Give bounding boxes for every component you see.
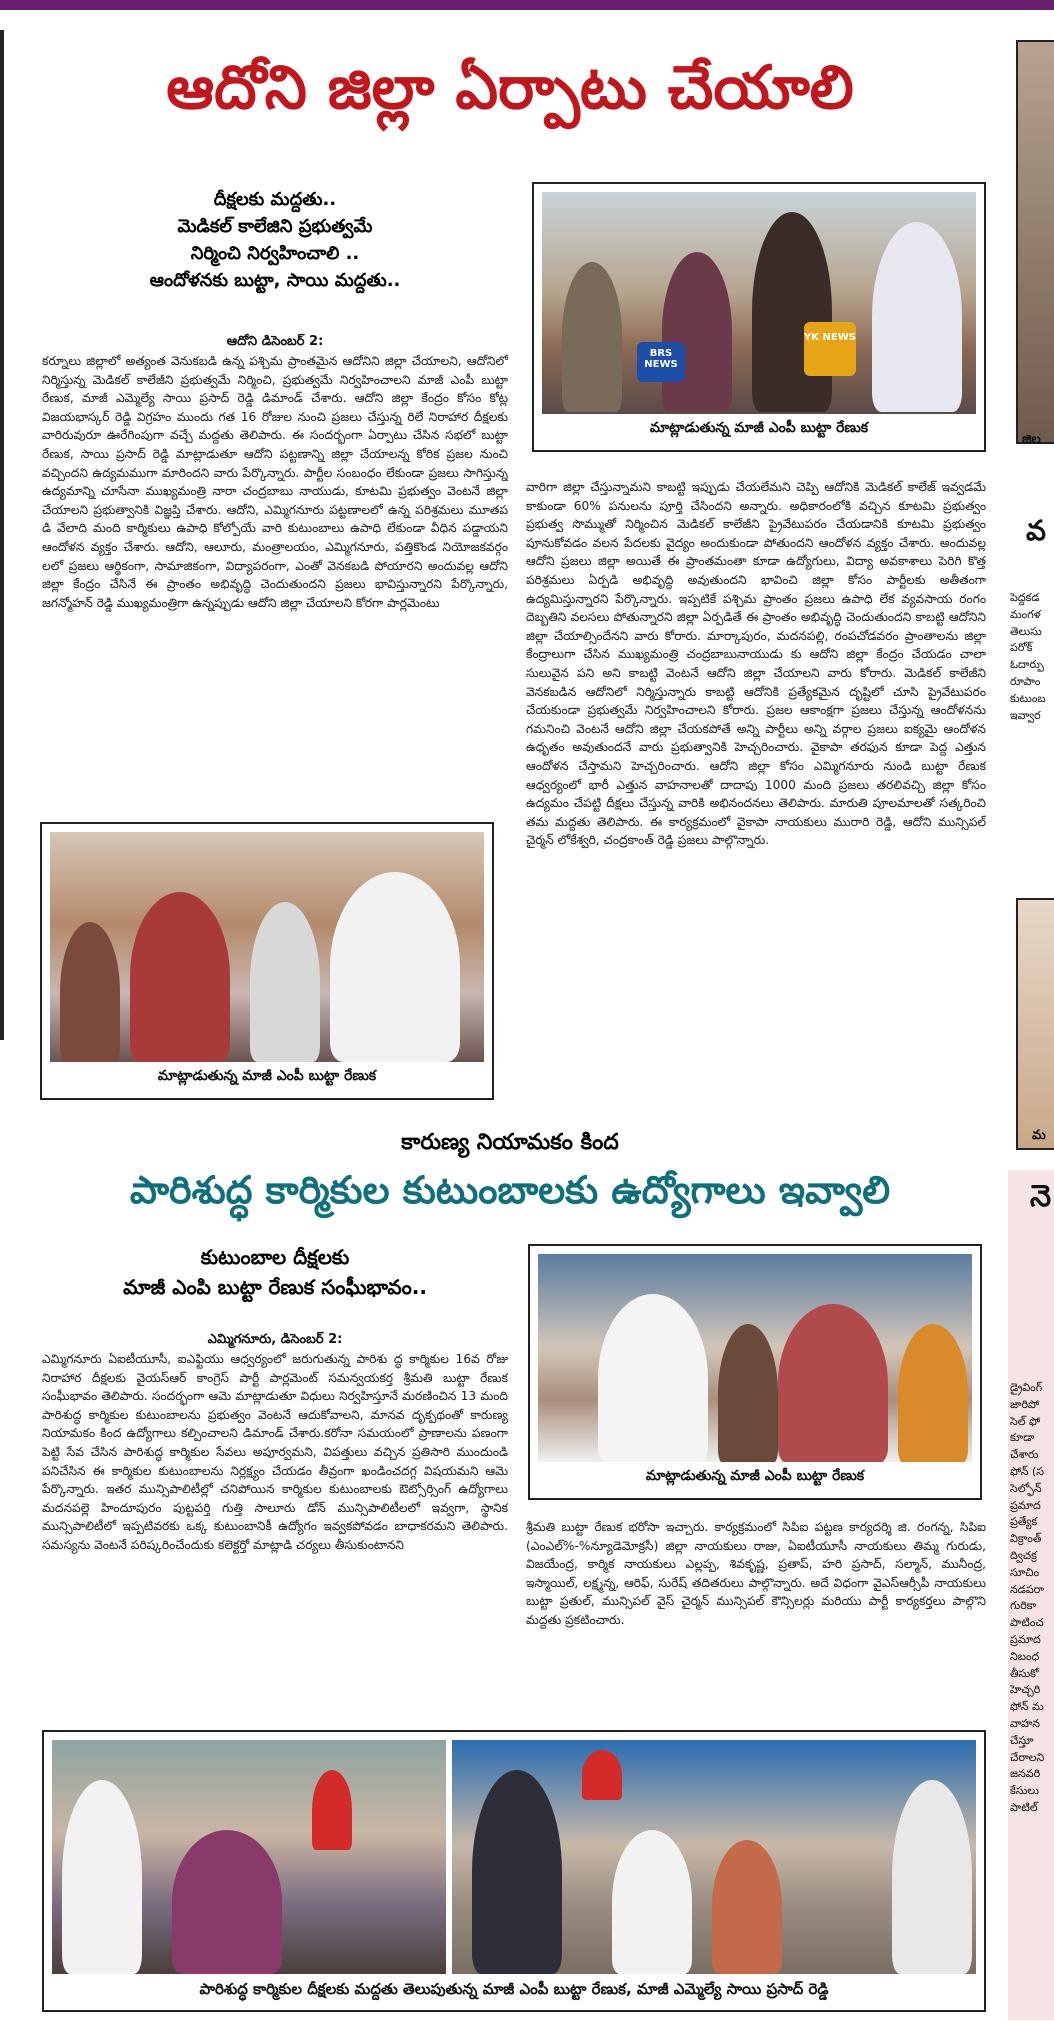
right-column-photo-2 [1016,898,1054,1150]
sanitation-workers-photo [538,1254,972,1462]
left-column-rule [0,30,4,1040]
article1-dateline: ఆదోని డిసెంబర్ 2: [226,334,324,349]
right-column-text-2: డ్రైవింగ్ జారిపో సెల్ ఫో కూడా చేశారు ఫోన్ (స సెల్ఫోన్ ప్రమాద ప్రత్యేక విక్రాంత్ ద్విచక్ర సూచిం నడపరా గురికా పాటించ ప్రమాద నిబంధ తీసుకో హెచ్చరి ఫోన్ మ వాహన చేస్తూ చేరాలని జనవరి కేసులు పాటిల్ [1010,1381,1045,1814]
article1-right-body: వారిగా జిల్లా చేస్తున్నామని కాబట్టి ఇప్పుడు చేయలేమని చెప్పి ఆదోనికి మెడికల్ కాలేజ్ ఇవ్వడమే కాకుండా 60% పనులను పూర్తి చేసిందని అన్నారు. అధికారంలోకి వచ్చిన కూటమి ప్రభుత్వం ప్రభుత్వ సొమ్ముతో నిర్మించిన మెడికల్ కాలేజీని ప్రైవేటుపరం చేయడానికి కూటమి ప్రభుత్వం పూనుకోవడం వలన పేదలకు వైద్యం అందుకుండా పోతుందని ఆందోళన వ్యక్తం చేశారు. అందువల్ల ఆదోని ప్రజలు జిల్లా అయితే ఈ ప్రాంతమంతా కూడా ఉద్యోగులు, విద్యా అవకాశాలు పెరిగి కొత్త పరిశ్రమలు ఏర్పడి అభివృద్ధి అవుతుందని భావించి జిల్లా కోసం పార్టీలకు అతీతంగా ఉద్యమిస్తున్నారని పేర్కొన్నారు. ఇప్పటికే పశ్చిమ ప్రాంతం ప్రజలు ఉపాధి లేక వ్యవసాయ రంగం దెబ్బతిని వలసలు పోతున్నారని జిల్లా ఏర్పడితే ఈ ప్రాంతం అభివృద్ధి చెందుతుందని కాబట్టి ఆదోనిని జిల్లా చేయాల్సిందేనని వారు కోరారు. మార్కాపురం, మదనపల్లి, రంపచోడవరం ప్రాంతాలను జిల్లా కేంద్రాలుగా చేసిన ముఖ్యమంత్రి చంద్రబాబునాయుడు కు ఆదోని జిల్లా కేంద్రం చేయడం చాలా సులువైన పని అని కాబట్టి వెంటనే ఆదోని జిల్లా చేయాలని వారు కోరారు. మెడికల్ కాలేజీని వెనకబడిన ఆదోనిలో నిర్మిస్తున్నారు కాబట్టి ఆదోనికి ప్రత్యేకమైన దృష్టిలో చూసి ప్రైవేటుపరం చేయకుండా ప్రభుత్వమే నిర్వహించాలని కోరారు. ప్రజల ఆకాంక్షగా ప్రజలు చేస్తున్న ఆందోళనను గమనించి వెంటనే ఆదోని జిల్లా చేయకపోతే అన్ని పార్టీలు అన్ని వర్గాల ప్రజలు ఐక్యమై ఆందోళన ఉధృతం అవుతుందనే వారు ప్రభుత్వానికి హెచ్చరించారు. వైకాపా తరఫున కూడా పెద్ద ఎత్తున ఆందోళన చేస్తామని హెచ్చరించారు. ఆదోని జిల్లా కోసం ఎమ్మిగనూరు నుండి బుట్టా రేణుక ఆధ్వర్యంలో భారీ ఎత్తున వాహనాలతో దాదాపు 1000 మంది ప్రజలు తరలివచ్చి జిల్లా కోసం ఉద్యమం చేపట్టి దీక్షలు చేస్తున్న వారికి అభినందనలు తెలిపారు. మారుతి పూలమాలతో సత్కరించి తమ మద్దతు తెలిపారు. ఈ కార్యక్రమంలో వైకాపా నాయకులు మురారి రెడ్డి, ఆదోని మున్సిపల్ చైర్మన్ లోకేశ్వరి, చంద్రకాంత్ రెడ్డి ప్రజలు పాల్గొన్నారు. [526,480,986,848]
top-color-bar [0,0,1054,10]
right-column-caption-2: మ [1032,1128,1046,1143]
article2-dateline: ఎమ్మిగనూరు, డిసెంబర్ 2: [207,1332,343,1347]
bottom-photo-caption: పారిశుద్ధ కార్మికుల దీక్షలకు మద్దతు తెలుపుతున్న మాజీ ఎంపీ బుట్టా రేణుక, మాజీ ఎమ్మెల్యే సాయి ప్రసాద్ రెడ్డి [199,1980,829,1998]
article2-right-body: శ్రీమతి బుట్టా రేణుక భరోసా ఇచ్చారు. కార్యక్రమంలో సిపిఐ పట్టణ కార్యదర్శి జి. రంగన్న, సిపిఐ (ఎంఎల్%-%న్యూడెమోక్రసీ) జిల్లా నాయకులు రాజు, ఏఐటీయూసీ నాయకులు తిమ్మ గురుడు, విజయేంద్ర, కార్మిక నాయకులు ఎల్లప్ప, శివకృష్ణ, ప్రతాప్, హరి ప్రసాద్, సల్మాన్, మునీంద్ర, ఇస్మాయిల్, లక్ష్మన్న, ఆరిఫ్, సురేష్ తదితరులు పాల్గొన్నారు. అదే విధంగా వైఎస్ఆర్సీపీ నాయకులు బుట్టా ప్రతుల్, మున్సిపల్ వైస్ చైర్మన్ మున్సిపల్ కౌన్సిలర్లు మరియు పార్టీ కార్యకర్తలు పాల్గొని మద్దతు ప్రకటించారు. [526,1520,986,1627]
article2-headline: పారిశుద్ధ కార్మికుల కుటుంబాలకు ఉద్యోగాలు ఇవ్వాలి [129,1168,891,1212]
right-column-heading-1: వ [1026,516,1046,546]
article2-kicker: కారుణ్య నియామకం కింద [401,1130,619,1155]
stage-speech-photo [50,832,484,1062]
photo-1-caption: మాట్లాడుతున్న మాజీ ఎంపీ బుట్టా రేణుక [649,420,869,436]
article2-left-body: ఎమ్మిగనూరు ఏఐటీయూసీ, ఐఎఫ్టియు ఆధ్వర్యంలో జరుగుతున్న పారిశు ద్ధ కార్మికుల 16వ రోజు నిరాహార దీక్షలకు వైయస్ఆర్ కాంగ్రెస్ పార్టీ పార్లమెంట్ సమన్వయకర్త శ్రీమతి బుట్టా రేణుక సంఘీభావం తెలిపారు. సందర్భంగా ఆమె మాట్లాడుతూ విధులు నిర్వహిస్తూనే మరణించిన 13 మంది పారిశుద్ధ కార్మికుల కుటుంబాలను ప్రభుత్వం వెంటనే ఆదుకోవాలని, మానవ దృక్పథంతో కారుణ్య నియామకం కింద ఉద్యోగాలు కల్పించాలని డిమాండ్ చేశారు.కరోనా సమయంలో ప్రాణాలను పణంగా పెట్టి సేవ చేసిన పారిశుద్ధ కార్మికుల సేవలు అపూర్వమని, విపత్తులు వచ్చిన ప్రతిసారి ముందుండి పనిచేసిన ఈ కార్మికుల కుటుంబాలను నిర్లక్ష్యం చేయడం తీవ్రంగా ఖండించదగ్గ విషయమని ఆమె పేర్కొన్నారు. ఇతర మున్సిపాలిటీల్లో చనిపోయిన కార్మికుల కుటుంబాలకు ఔట్సోర్సింగ్ ఉద్యోగాలు మదనపల్లె హిందూపురం పుట్టపర్తి గుత్తి సాలూరు డోన్ మున్సిపాలిటీలలో ఇవ్వగా, స్థానిక మున్సిపాలిటీలో ఇప్పటివరకు ఒక్క కుటుంబానికీ ఉద్యోగం ఇవ్వకపోవడం బాధాకరమని తెలిపారు. సమస్యను వెంటనే పరిష్కరించేందుకు కలెక్టర్తో మాట్లాడి చర్యలు తీసుకుంటానని [42,1352,508,1552]
article1-photo-1 [532,182,986,452]
photo-2-caption: మాట్లాడుతున్న మాజీ ఎంపీ బుట్టా రేణుక [157,1068,377,1084]
press-conference-photo [542,192,976,414]
article2-subheadline: కుటుంబాల దీక్షలకు మాజీ ఎంపి బుట్టా రేణుక సంఘీభావం.. [123,1245,427,1299]
article1-left-body: కర్నూలు జిల్లాలో అత్యంత వెనుకబడి ఉన్న పశ్చిమ ప్రాంతమైన ఆదోనిని జిల్లా చేయాలని, ఆదోనిలో నిర్మిస్తున్న మెడికల్ కాలేజీని ప్రభుత్వమే నిర్మించి, ప్రభుత్వమే నిర్వహించాలని మాజీ ఎంపీ బుట్టా రేణుక, మాజీ ఎమ్మెల్యే సాయి ప్రసాద్ రెడ్డి డిమాండ్ చేశారు. ఆదోని జిల్లా కేంద్రం కోసం కోట్ల విజయభాస్కర్ రెడ్డి విగ్రహం ముందు గత 16 రోజుల నుంచి ప్రజలు చేస్తున్న రిలే నిరాహార దీక్షలకు వారిరువురూ ఊరేగింపుగా వచ్చే మద్దతు తెలిపారు. ఈ సందర్భంగా ఏర్పాటు చేసిన సభలో బుట్టా రేణుక, సాయి ప్రసాద్ రెడ్డి మాట్లాడుతూ ఆదోని పట్టణాన్ని జిల్లా చేయాలన్న కోరిక ప్రజల నుంచి వచ్చిందని ఉద్యమముగా మారిందని వారు పేర్కొన్నారు. పార్టీల సంబంధం లేకుండా ప్రజలు సాగిస్తున్న ఉద్యమాన్ని చూసేనా ముఖ్యమంత్రి నారా చంద్రబాబు నాయుడు, కూటమి ప్రభుత్వం వెంటనే జిల్లా చేయాలని ప్రభుత్వానికి విజ్ఞప్తి చేశారు. ఆదోని, ఎమ్మిగనూరు పట్టణాలలో ఉన్న పరిశ్రమలు మూతప డి వేలాది మంది కార్మికులు ఉపాధి కోల్పోయే వారి కుటుంబాలు ఉపాధి లేకుండా వీధిన పడ్డాయని ఆందోళన వ్యక్తం చేశారు. ఆదోని, ఆలూరు, మంత్రాలయం, ఎమ్మిగనూరు, పత్తికొండ నియోజకవర్గం లలో ప్రజలు ఆర్థికంగా, సామాజికంగా, విద్యాపరంగా, ఎంతో వెనకబడి పోయారని అందువల్ల ఆదోని జిల్లా కేంద్రం చేసినే ఈ ప్రాంతం అభివృద్ధి చెందుతుందని ప్రజలు భావిస్తున్నారని పేర్కొన్నారు, జగన్మోహన్ రెడ్డి ముఖ్యమంత్రిగా ఉన్నప్పుడు ఆదోని జిల్లా చేయాలని కోరగా పార్లమెంటు [42,354,508,610]
article1-headline: ఆదోని జిల్లా ఏర్పాటు చేయాలి [166,53,854,123]
right-cutoff-column [1008,30,1054,2020]
right-column-text-1: పెద్దకడ మంగళ తెలుసు పరోక్ ఓదార్పు రూపాం కుటుంబ ఇవ్వార [1010,591,1046,722]
brs-news-mic: BRS NEWS [637,342,685,382]
bottom-photo-left [52,1740,446,1974]
right-column-heading-2: నె [1030,1180,1052,1214]
right-column-photo-1 [1016,40,1054,444]
article1-photo-2 [40,822,494,1100]
right-column-caption-1: జిల [1022,432,1041,447]
article1-subheadline: దీక్షలకు మద్దతు.. మెడికల్ కాలేజిని ప్రభుత్వమే నిర్మించి నిర్వహించాలి .. ఆందోళనకు బుట్టా, సాయి మద్దతు.. [149,189,401,291]
photo-3-caption: మాట్లాడుతున్న మాజీ ఎంపీ బుట్టా రేణుక [645,1468,865,1484]
yk-news-mic: YK NEWS [804,322,856,376]
article2-photo [528,1244,982,1500]
article2-bottom-photo [42,1730,986,2012]
bottom-photo-right [452,1740,976,1974]
